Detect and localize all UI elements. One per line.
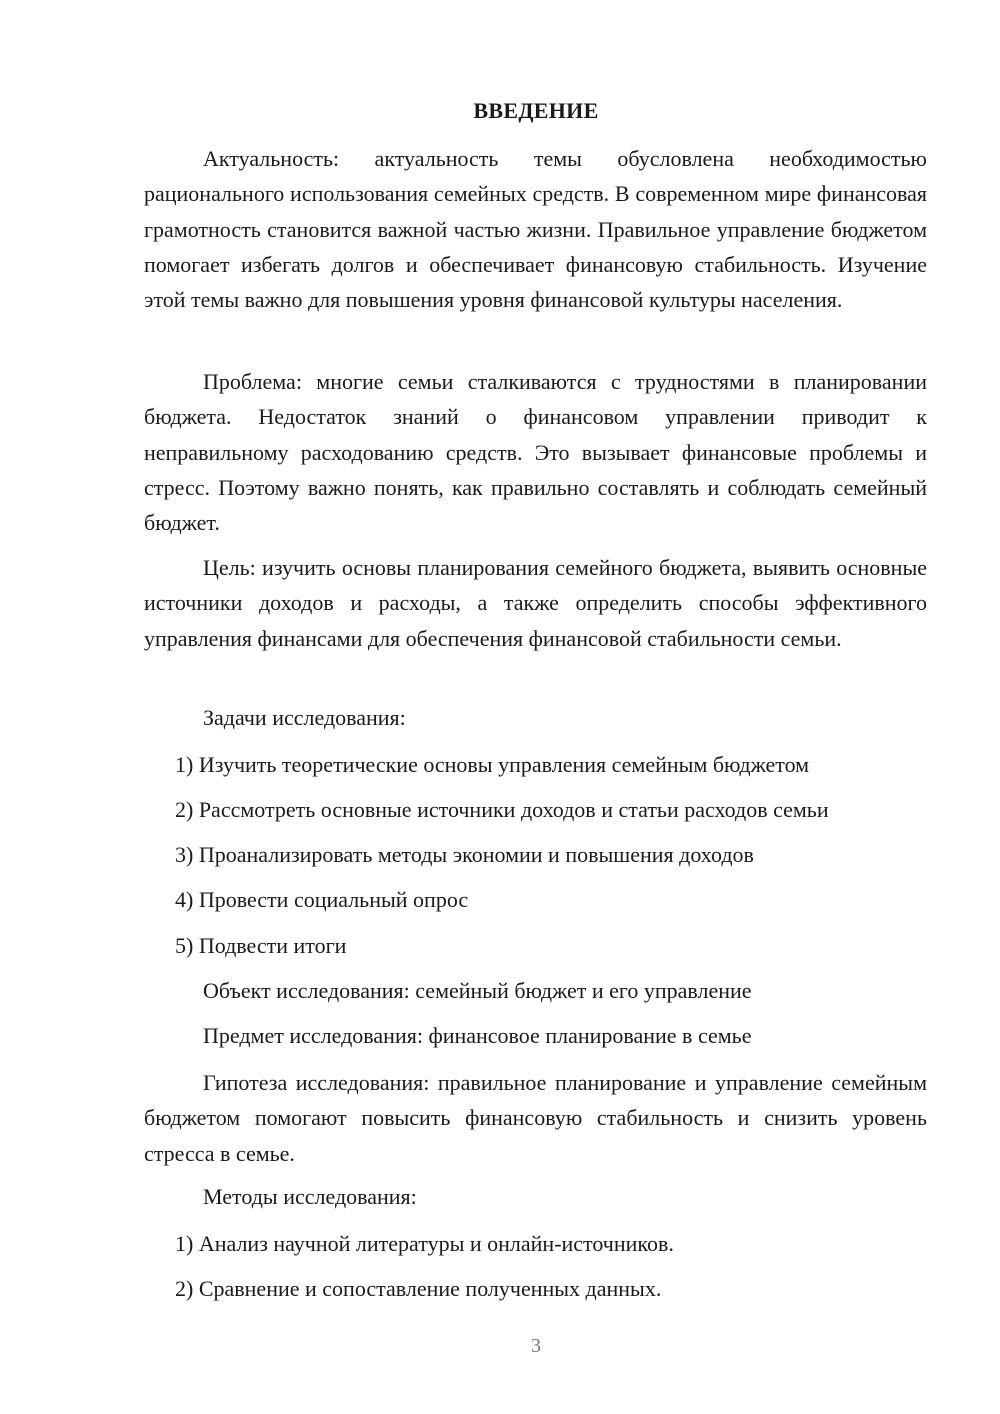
paragraph-problem: Проблема: многие семьи сталкиваются с трудностями в планировании бюджета. Недостаток знаний о финансовом управлении приводит к неправильному расходованию средств. Это вызывает финансовые проблемы и стресс. Поэтому важно понять, как правильно составлять и соблюдать семейный бюджет.	[144, 369, 927, 536]
task-item-2: 2) Рассмотреть основные источники доходов и статьи расходов семьи	[175, 797, 829, 822]
research-subject: Предмет исследования: финансовое планирование в семье	[203, 1023, 752, 1048]
task-item-5: 5) Подвести итоги	[175, 933, 347, 958]
page-number: 3	[531, 1335, 541, 1357]
research-object: Объект исследования: семейный бюджет и его управление	[203, 978, 752, 1003]
task-item-3: 3) Проанализировать методы экономии и повышения доходов	[175, 842, 754, 867]
method-item-2: 2) Сравнение и сопоставление полученных данных.	[175, 1276, 662, 1301]
paragraph-hypothesis: Гипотеза исследования: правильное планирование и управление семейным бюджетом помогают повысить финансовую стабильность и снизить уровень стресса в семье.	[144, 1070, 927, 1166]
paragraph-goal: Цель: изучить основы планирования семейного бюджета, выявить основные источники доходов и расходы, а также определить способы эффективного управления финансами для обеспечения финансовой стабильности семьи.	[144, 555, 927, 651]
tasks-heading: Задачи исследования:	[203, 705, 406, 730]
paragraph-relevance: Актуальность: актуальность темы обусловлена необходимостью рационального использования семейных средств. В современном мире финансовая грамотность становится важной частью жизни. Правильное управление бюджетом помогает избегать долгов и обеспечивает финансовую стабильность. Изучение этой темы важно для повышения уровня финансовой культуры населения.	[144, 146, 927, 313]
task-item-1: 1) Изучить теоретические основы управления семейным бюджетом	[175, 752, 810, 777]
methods-heading: Методы исследования:	[203, 1184, 417, 1209]
page-title: ВВЕДЕНИЕ	[473, 98, 599, 123]
task-item-4: 4) Провести социальный опрос	[175, 887, 469, 912]
method-item-1: 1) Анализ научной литературы и онлайн-источников.	[175, 1231, 674, 1256]
